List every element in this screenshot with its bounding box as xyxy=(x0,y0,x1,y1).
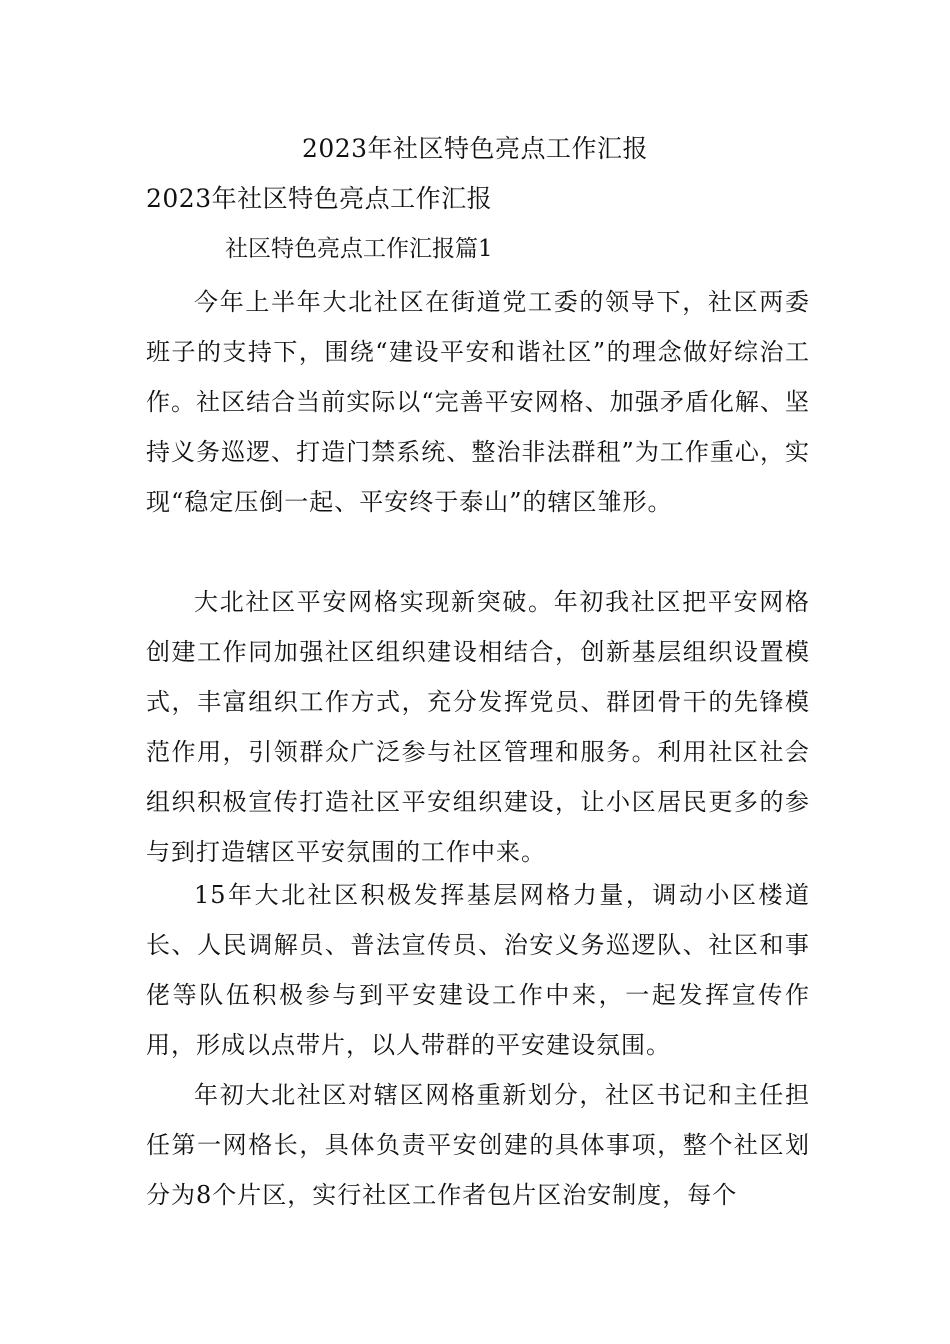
body-paragraph: 年初大北社区对辖区网格重新划分，社区书记和主任担任第一网格长，具体负责平安创建的具体事项，整个社区划分为8个片区，实行社区工作者包片区治安制度，每个 xyxy=(146,1081,810,1209)
body-paragraph: 15年大北社区积极发挥基层网格力量，调动小区楼道长、人民调解员、普法宣传员、治安义务巡逻队、社区和事佬等队伍积极参与到平安建设工作中来，一起发挥宣传作用，形成以点带片，以人带群的平安建设氛围。 xyxy=(146,881,810,1059)
body-paragraph-1-block xyxy=(146,277,810,527)
body-paragraph: 今年上半年大北社区在街道党工委的领导下，社区两委班子的支持下，围绕“建设平安和谐社区”的理念做好综治工作。社区结合当前实际以“完善平安网格、加强矛盾化解、坚持义务巡逻、打造门禁系统、整治非法群租”为工作重心，实现“稳定压倒一起、平安终于泰山”的辖区雏形。 xyxy=(146,288,810,516)
document-subtitle: 2023年社区特色亮点工作汇报 xyxy=(146,184,493,213)
section-heading: 社区特色亮点工作汇报篇1 xyxy=(225,236,493,262)
body-paragraph-3-block xyxy=(146,870,810,1070)
body-paragraph-4-block xyxy=(146,1070,810,1220)
body-paragraph-2-block xyxy=(146,577,810,877)
body-paragraph: 大北社区平安网格实现新突破。年初我社区把平安网格创建工作同加强社区组织建设相结合，创新基层组织设置模式，丰富组织工作方式，充分发挥党员、群团骨干的先锋模范作用，引领群众广泛参与社区管理和服务。利用社区社会组织积极宣传打造社区平安组织建设，让小区居民更多的参与到打造辖区平安氛围的工作中来。 xyxy=(146,588,810,866)
document-title: 2023年社区特色亮点工作汇报 xyxy=(301,134,649,163)
